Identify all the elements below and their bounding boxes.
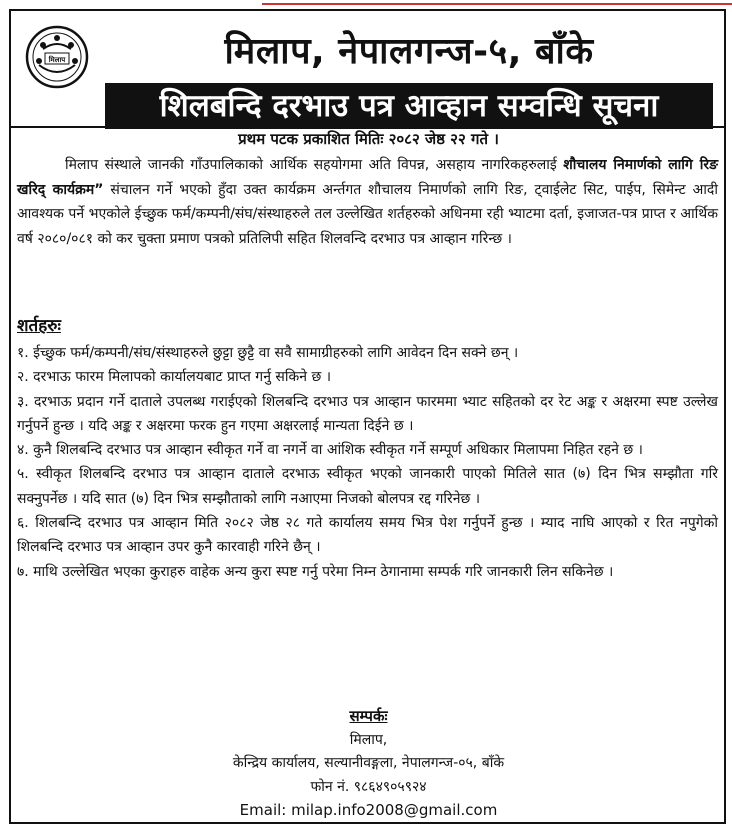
condition-item: ६. शिलबन्दि दरभाउ पत्र आव्हान मिति २०८२ जेष्ठ २८ गते कार्यालय समय भित्र पेश गर्नुपर्ने हुन्छ । म्याद नाघि आएको र रित नपुगेको शिलबन्दि दरभाउ पत्र आव्हान उपर कुनै कारवाही गरिने छैन् । — [17, 515, 718, 556]
contact-email: Email: milap.info2008@gmail.com — [239, 801, 498, 819]
top-border-line — [262, 0, 732, 5]
milap-logo — [25, 25, 89, 89]
condition-item: ५. स्वीकृत शिलबन्दि दरभाउ पत्र आव्हान दाताले दरभाऊ स्वीकृत भएको जानकारी पाएको मितिले सात (७) दिन भित्र सम्झौता गरि सक्नुपर्नेछ । यदि सात (७) दिन भित्र सम्झौताको लागि नआएमा निजको बोलपत्र रद्द गरिनेछ । — [17, 466, 718, 507]
intro-part-1: मिलाप संस्थाले जानकी गाँउपालिकाको आर्थिक सहयोगमा अति विपन्न, असहाय नागरिकहरुलाई — [65, 157, 557, 173]
contact-block — [11, 705, 726, 823]
contact-heading: सम्पर्कः — [349, 707, 388, 725]
conditions-list — [17, 341, 718, 584]
condition-item: ३. दरभाऊ प्रदान गर्ने दाताले उपलब्ध गराईएको शिलबन्दि दरभाउ पत्र आव्हान फारममा भ्याट सहितको दर रेट अङ्क र अक्षरमा स्पष्ट उल्लेख गर्नुपर्ने हुन्छ । यदि अङ्क र अक्षरमा फरक हुन गएमा अक्षरलाई मान्यता दिईने छ । — [17, 393, 718, 434]
intro-part-2: संचालन गर्ने भएको हुँदा उक्त कार्यक्रम अर्न्तगत शौचालय निमार्णको लागि रिङ, ट्वाईलेट सिट, पाईप, सिमेन्ट आदी आवश्यक पर्ने भएकोले ईच्छुक फर्म/कम्पनी/संघ/संस्थाहरुले तल उल्लेखित शर्तहरुको अधिनमा रही भ्याटमा दर्ता, इजाजत-पत्र प्राप्त र आर्थिक वर्ष २०८०/०८१ को कर चुक्ता प्रमाण पत्रको प्रतिलिपी सहित शिलवन्दि दरभाउ पत्र आव्हान गरिन्छ । — [17, 181, 718, 247]
contact-phone: फोन नं. ९८६४९०५९२४ — [310, 778, 427, 795]
organization-title: मिलाप, नेपालगन्ज-५, बाँके — [224, 31, 594, 72]
contact-address: केन्द्रिय कार्यालय, सल्यानीवङ्गला, नेपालगन्ज-०५, बाँके — [232, 755, 505, 771]
logo-emblem-icon — [25, 25, 89, 89]
publication-date: प्रथम पटक प्रकाशित मितिः २०८२ जेष्ठ २२ गते । — [238, 130, 499, 148]
notice-frame — [9, 9, 726, 824]
condition-item: ७. माथि उल्लेखित भएका कुराहरु वाहेक अन्य कुरा स्पष्ट गर्नु परेमा निम्न ठेगानामा सम्पर्क गरि जानकारी लिन सकिनेछ । — [17, 563, 614, 580]
notice-banner: शिलबन्दि दरभाउ पत्र आव्हान सम्वन्धि सूचना — [105, 83, 713, 129]
condition-item: २. दरभाऊ फारम मिलापको कार्यालयबाट प्राप्त गर्नु सकिने छ । — [17, 369, 332, 386]
condition-item: १. ईच्छुक फर्म/कम्पनी/संघ/संस्थाहरुले छुट्टा छुट्टै वा सवै सामाग्रीहरुको लागि आवेदन दिन सक्ने छन् । — [17, 345, 519, 361]
intro-paragraph — [17, 153, 718, 251]
condition-item: ४. कुनै शिलबन्दि दरभाउ पत्र आव्हान स्वीकृत गर्ने वा नगर्ने वा आंशिक स्वीकृत गर्ने सम्पूर्ण अधिकार मिलापमा निहित रहने छ । — [17, 442, 643, 459]
conditions-heading: शर्तहरुः — [17, 316, 61, 336]
program-name: शौचालय निमार्णको लागि रिङ खरिद् कार्यक्रम” — [17, 157, 718, 198]
logo-text: मिलाप — [48, 56, 66, 64]
contact-org: मिलाप, — [349, 731, 388, 748]
